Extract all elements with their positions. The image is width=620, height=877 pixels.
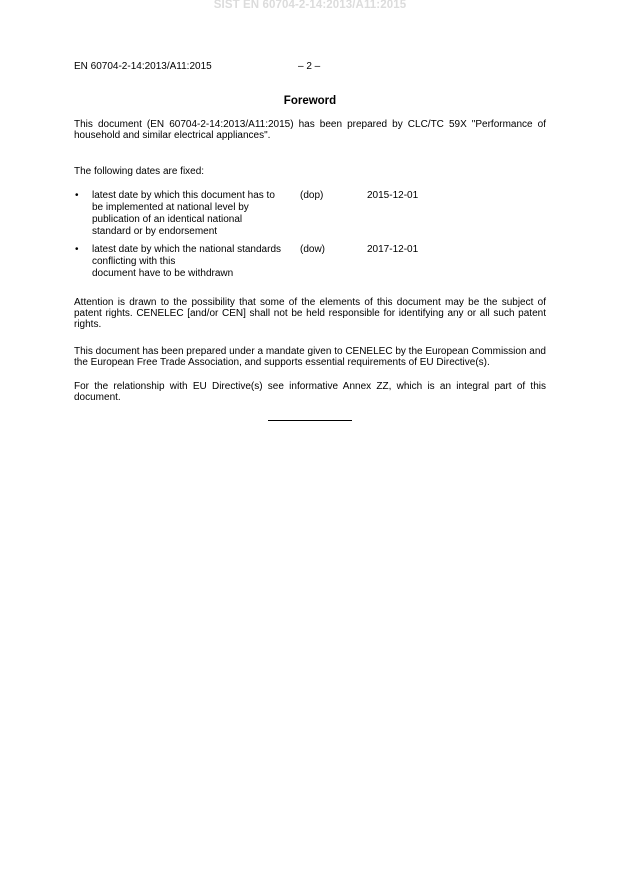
- description-line: standard or by endorsement: [92, 226, 218, 237]
- document-id: EN 60704-2-14:2013/A11:2015: [74, 61, 212, 72]
- bullet-icon: •: [75, 190, 79, 201]
- description-line: latest date by which this document has to: [92, 190, 275, 201]
- description-line: publication of an identical national: [92, 214, 243, 225]
- date-item-date: 2017-12-01: [367, 244, 419, 255]
- watermark: SIST EN 60704-2-14:2013/A11:2015: [213, 0, 407, 11]
- paragraph-preparation: This document (EN 60704-2-14:2013/A11:2015) has been prepared by CLC/TC 59X "Performance of household and similar electrical appliances".: [74, 119, 546, 141]
- paragraph-dates-intro: The following dates are fixed:: [74, 166, 205, 177]
- date-item-abbreviation: (dop): [300, 190, 324, 201]
- page-number: – 2 –: [298, 61, 321, 72]
- description-line: document have to be withdrawn: [92, 268, 234, 279]
- paragraph-annex: For the relationship with EU Directive(s) see informative Annex ZZ, which is an integral part of this document.: [74, 381, 546, 403]
- date-item-description: [92, 244, 297, 280]
- date-item-abbreviation: (dow): [300, 244, 326, 255]
- date-item-date: 2015-12-01: [367, 190, 419, 201]
- description-line: latest date by which the national standards: [92, 244, 282, 255]
- end-divider: [268, 420, 352, 421]
- paragraph-patent-rights: Attention is drawn to the possibility that some of the elements of this document may be the subject of patent rights. CENELEC [and/or CEN] shall not be held responsible for identifying any or all such patent rights.: [74, 297, 546, 330]
- description-line: conflicting with this: [92, 256, 176, 267]
- page-title: Foreword: [283, 95, 337, 107]
- description-line: be implemented at national level by: [92, 202, 249, 213]
- date-item-description: [92, 190, 297, 238]
- paragraph-mandate: This document has been prepared under a mandate given to CENELEC by the European Commission and the European Free Trade Association, and supports essential requirements of EU Directive(s).: [74, 346, 546, 368]
- bullet-icon: •: [75, 244, 79, 255]
